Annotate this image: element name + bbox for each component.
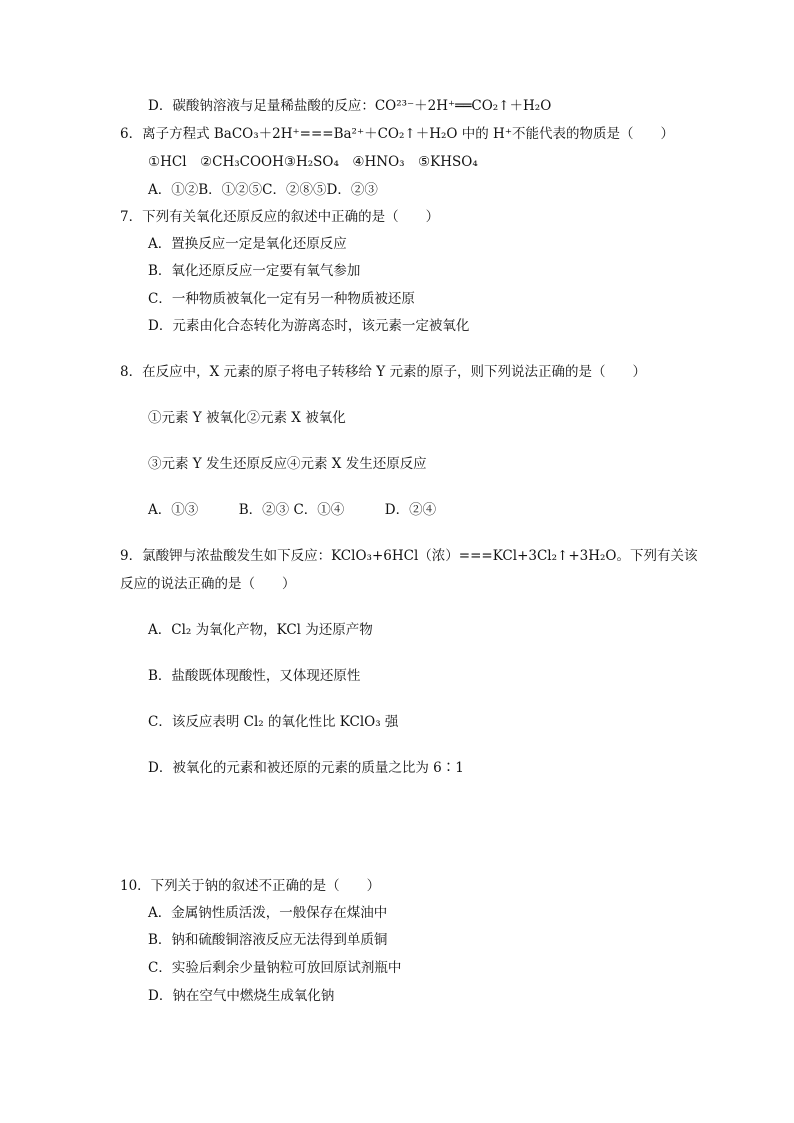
q10-stem: 10．下列关于钠的叙述不正确的是（ ）	[120, 878, 381, 894]
q7-option-d: D．元素由化合态转化为游离态时，该元素一定被氧化	[148, 318, 470, 334]
q10-option-d: D．钠在空气中燃烧生成氧化钠	[148, 988, 335, 1004]
q5-option-d: D．碳酸钠溶液与足量稀盐酸的反应：CO²³⁻＋2H⁺══CO₂↑＋H₂O	[148, 98, 552, 114]
q10-option-c: C．实验后剩余少量钠粒可放回原试剂瓶中	[148, 960, 402, 976]
q8-options: A．①③ B．②③ C．①④ D．②④	[148, 502, 437, 518]
q7-option-a: A．置换反应一定是氧化还原反应	[148, 236, 347, 252]
q9-stem: 9．氯酸钾与浓盐酸发生如下反应：KClO₃+6HCl（浓）===KCl+3Cl₂↑+3H₂O。下列有关该	[120, 548, 698, 564]
q8-statements-2: ③元素 Y 发生还原反应④元素 X 发生还原反应	[148, 456, 427, 472]
q6-substances: ①HCl ②CH₃COOH③H₂SO₄ ④HNO₃ ⑤KHSO₄	[148, 154, 478, 170]
q9-option-c: C．该反应表明 Cl₂ 的氧化性比 KClO₃ 强	[148, 714, 399, 730]
q6-stem: 6．离子方程式 BaCO₃＋2H⁺===Ba²⁺＋CO₂↑＋H₂O 中的 H⁺不能代表的物质是（ ）	[120, 126, 674, 142]
q8-stem: 8．在反应中，X 元素的原子将电子转移给 Y 元素的原子，则下列说法正确的是（ ）	[120, 364, 646, 380]
q10-option-a: A．金属钠性质活泼，一般保存在煤油中	[148, 905, 388, 921]
q7-option-c: C．一种物质被氧化一定有另一种物质被还原	[148, 291, 415, 307]
q9-option-b: B．盐酸既体现酸性，又体现还原性	[148, 668, 361, 684]
q10-option-b: B．钠和硫酸铜溶液反应无法得到单质铜	[148, 932, 388, 948]
q8-statements-1: ①元素 Y 被氧化②元素 X 被氧化	[148, 410, 346, 426]
q9-stem-cont: 反应的说法正确的是（ ）	[120, 576, 296, 592]
q9-option-a: A．Cl₂ 为氧化产物，KCl 为还原产物	[148, 622, 373, 638]
q9-option-d: D．被氧化的元素和被还原的元素的质量之比为 6∶1	[148, 760, 464, 776]
q7-stem: 7．下列有关氧化还原反应的叙述中正确的是（ ）	[120, 209, 440, 225]
q6-options: A．①②B．①②⑤C．②⑧⑤D．②③	[148, 182, 378, 198]
q7-option-b: B．氧化还原反应一定要有氧气参加	[148, 263, 361, 279]
